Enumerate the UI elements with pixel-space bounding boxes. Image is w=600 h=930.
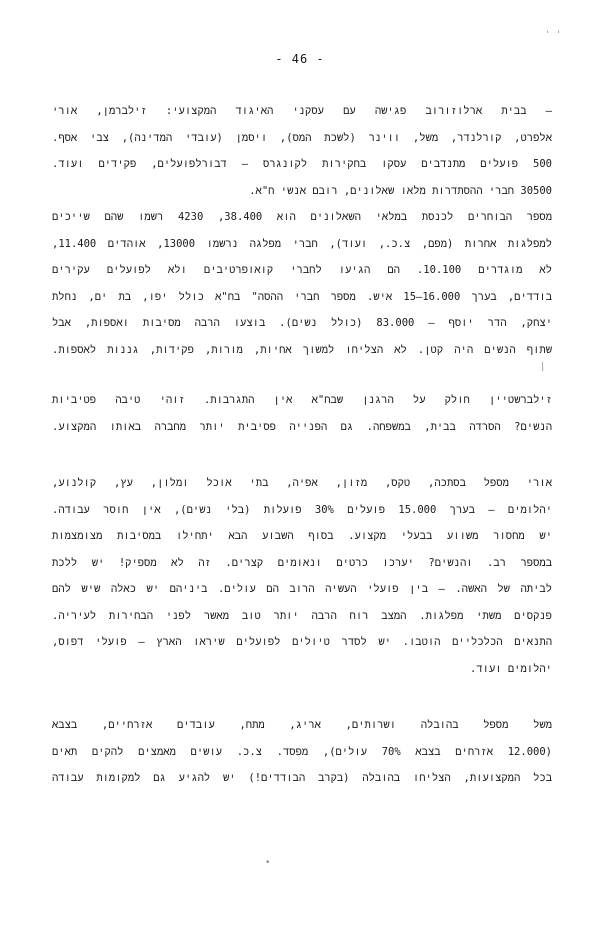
text-line: – בבית ארלוזורוב פגישה עם עסקני האיגוד המקצועי: זילברמן, אורי	[52, 105, 552, 117]
text-line: בודדים, בערך 16.000–15 איש. מספר חברי ההסה" בח"א כולל יפו, בת ים, נחלת	[52, 290, 552, 303]
scan-speck: •	[265, 858, 271, 868]
text-line: לביתה של האשה. – בין פועלי העשיה הרוב הם עולים. ביניהם יש כאלה שיש להם	[52, 583, 552, 595]
text-line: 500 פועלים מתנדבים עסקו בחקירות לקונגרס – דבורלפועלים, פקידים ועוד.	[52, 158, 552, 170]
paragraph-mashal	[52, 712, 552, 792]
text-line: יצחק, הדר יוסף – 83.000 (כולל נשים). בוצעו הרבה מסיבות ואספות, אבל	[52, 317, 552, 329]
paragraph-uri	[52, 470, 552, 682]
text-line: זילברשטיין חולק על הרגנן שבח"א אין התגרבות. זוהי טיבה פטיביות	[52, 394, 552, 406]
paragraph-gap	[52, 363, 552, 387]
scan-speck: |	[540, 362, 546, 372]
text-line: יהלומים – בערך 15.000 פועלים 30% פועלות (בלי נשים), אין חוסר עבודה.	[52, 503, 552, 516]
text-line: שתוף הנשים היה קטן. לא הצליחו למשוך אחיות, מורות, פקידות, גננות לאספות.	[52, 343, 552, 356]
text-line: בכל המקצועות, הצליחו בהובלה (בקרב הבודדים!) יש להגיע גם למקומות עבודה	[52, 772, 552, 784]
text-line: אורי מספל בסתכה, טקס, מזון, אפיה, בתי אוכל ומלון, עץ, קולנוע,	[52, 477, 552, 489]
text-line: (12.000 אזרחים בצבא 70% עולים), מפסד. צ.כ. עושים מאמצים להקים תאים	[52, 745, 552, 758]
text-line: פנקסים משתי מפלגות. המצב רוח הרבה יותר טוב מאשר לפני הבחירות לעיריה.	[52, 609, 552, 622]
text-line: במספר רב. והנשים? יערכו כרטים ונאומים קצרים. זה לא מספיק! יש ללכת	[52, 556, 552, 569]
paragraph-gap	[52, 440, 552, 470]
paragraph-gap	[52, 682, 552, 712]
text-line: הנשים? הסרדה בבית, במשפחה. גם הפנייה פסיבית יותר מחברה באותו המקצוע.	[52, 420, 552, 433]
text-line: 30500 חברי ההסתדרות מלאו שאלונים, רובם אנשי ח"א.	[249, 184, 552, 197]
text-line: למפלגות אחרות (מפם, צ.כ., ועוד), חברי מפלגה נרשמו 13000, אוהדים 11.400,	[52, 237, 552, 250]
paragraph-zilbershtein	[52, 387, 552, 440]
text-line: משל מספל בהובלה ושרותים, אריג, מתח, עובדים אזרחיים, בצבא	[52, 719, 552, 731]
text-line: התנאים הכלכליים הוטבו. יש לסדר טיולים לפועלים שיראו הארץ – פועלי דפוס,	[52, 636, 552, 648]
text-line: מספר הבוחרים לכנסת במלאי השאלונים הוא 38.400, 4230 רשמו שהם שייכים	[52, 211, 552, 223]
text-line: לא מוגדרים 10.100. הם הגיעו לחברי קואופרטיבים ולא לפועלים עקירים	[52, 264, 552, 276]
text-line: יש מחסור משווע בבעלי מקצוע. בסוף השבוע הבא יתחילו במסיבות מצומצמות	[52, 530, 552, 542]
text-line: יהלומים ועוד.	[470, 662, 552, 675]
page-number: - 46 -	[275, 52, 325, 66]
text-line: אלפרט, קורלנדר, משל, ווינר (לשכת המס), ויסמן (עובדי המדינה), צבי אסף.	[52, 131, 552, 144]
document-body	[52, 98, 552, 792]
paragraph-meeting-report	[52, 98, 552, 363]
scan-speck: ' '	[545, 30, 562, 40]
